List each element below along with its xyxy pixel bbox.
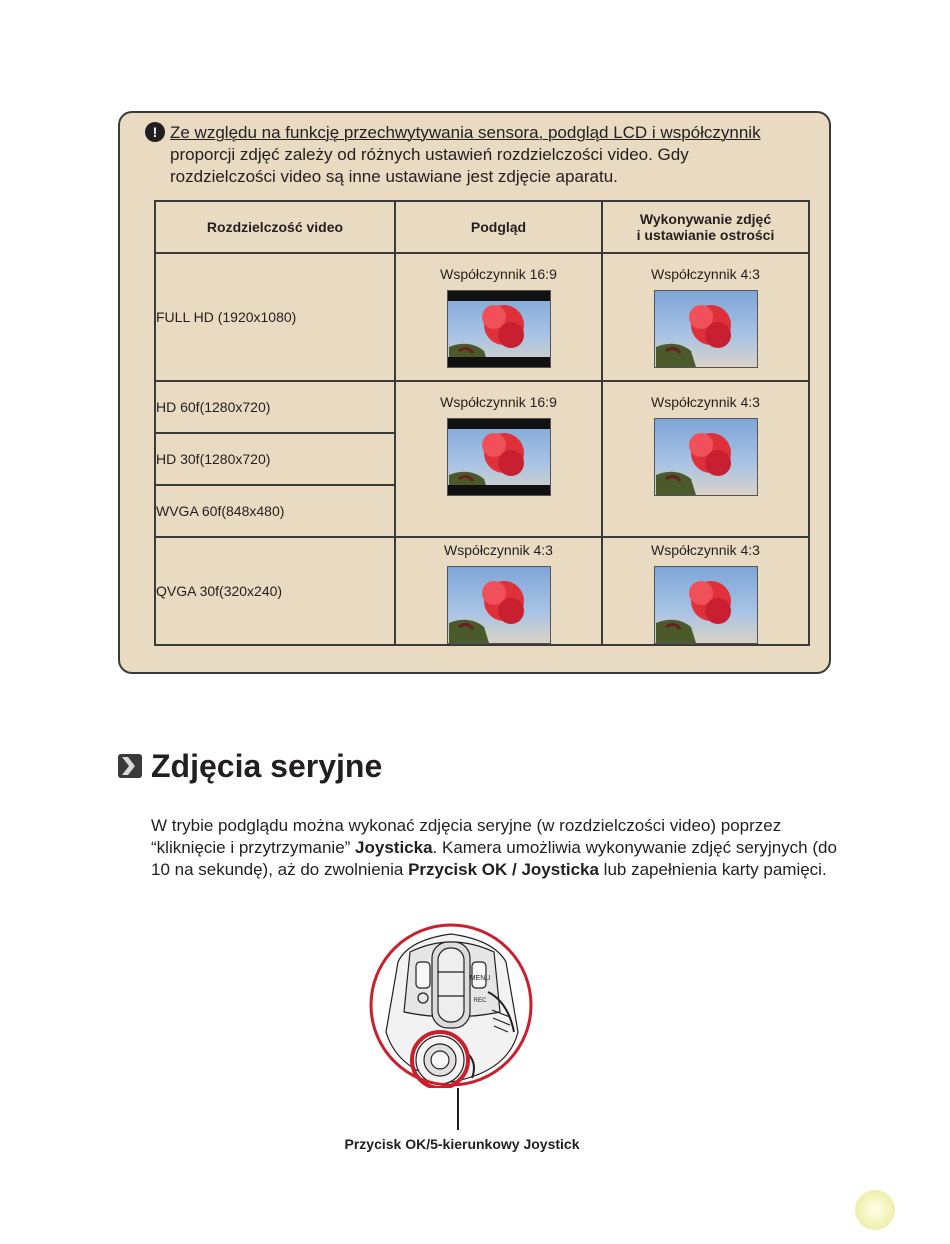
menu-label: MENU [469,975,491,982]
header-preview: Podgląd [395,201,602,253]
preview-cell-qvga [395,537,602,645]
header-capture [602,201,809,253]
chevron-right-icon [118,754,142,778]
capture-cell-qvga [602,537,809,645]
preview-cell-hd [395,381,602,537]
capture-ratio-label: Współczynnik 4:3 [651,542,760,558]
preview-ratio-label: Współczynnik 4:3 [444,542,553,558]
pointer-line [457,1088,459,1130]
header-capture-line-2: i ustawianie ostrości [636,227,775,243]
note-line-3: rozdzielczości video są inne ustawiane jest zdjęcie aparatu. [170,167,618,186]
row-resolution-qvga30: QVGA 30f(320x240) [155,537,395,645]
flower-thumbnail [654,290,758,368]
header-capture-line-1: Wykonywanie zdjęć [639,211,772,227]
para-text-a: W trybie podglądu można wykonać zdjęcia seryjne (w rozdzielczości video) poprzez “kliknięcie i przytrzymanie” [151,816,782,857]
page-marker-circle [855,1190,895,1230]
header-resolution: Rozdzielczość video [155,201,395,253]
row-resolution-wvga60: WVGA 60f(848x480) [155,485,395,537]
note-line-1: Ze względu na funkcję przechwytywania sensora, podgląd LCD i współczynnik [170,123,761,142]
row-resolution-hd60: HD 60f(1280x720) [155,381,395,433]
figure-caption: Przycisk OK/5-kierunkowy Joystick [344,1136,580,1152]
flower-thumbnail [654,566,758,644]
row-resolution-fullhd: FULL HD (1920x1080) [155,253,395,381]
row-resolution-hd30: HD 30f(1280x720) [155,433,395,485]
para-bold-ok-button: Przycisk OK / Joysticka [408,860,599,879]
flower-thumbnail [447,290,551,368]
capture-cell-fullhd [602,253,809,381]
section-title: Zdjęcia seryjne [151,748,383,784]
resolution-table [154,200,810,646]
preview-ratio-label: Współczynnik 16:9 [440,266,557,282]
capture-ratio-label: Współczynnik 4:3 [651,266,760,282]
preview-ratio-label: Współczynnik 16:9 [440,394,557,410]
para-text-c: . Kamera umożliwia wykonywanie zdjęć seryjnych (do 10 na sekundę), aż do zwolnienia [151,838,837,879]
capture-cell-hd [602,381,809,537]
body-paragraph [151,815,841,881]
preview-cell-fullhd [395,253,602,381]
camera-control-illustration [368,922,534,1088]
capture-ratio-label: Współczynnik 4:3 [651,394,760,410]
note-line-2: proporcji zdjęć zależy od różnych ustawień rozdzielczości video. Gdy [170,145,689,164]
exclamation-icon: ! [145,122,165,142]
note-text [170,122,820,188]
flower-thumbnail [654,418,758,496]
flower-thumbnail [447,418,551,496]
flower-thumbnail [447,566,551,644]
para-bold-joystick: Joysticka [355,838,433,857]
para-text-e: lub zapełnienia karty pamięci. [598,860,827,879]
rec-label: REC [473,998,487,1004]
